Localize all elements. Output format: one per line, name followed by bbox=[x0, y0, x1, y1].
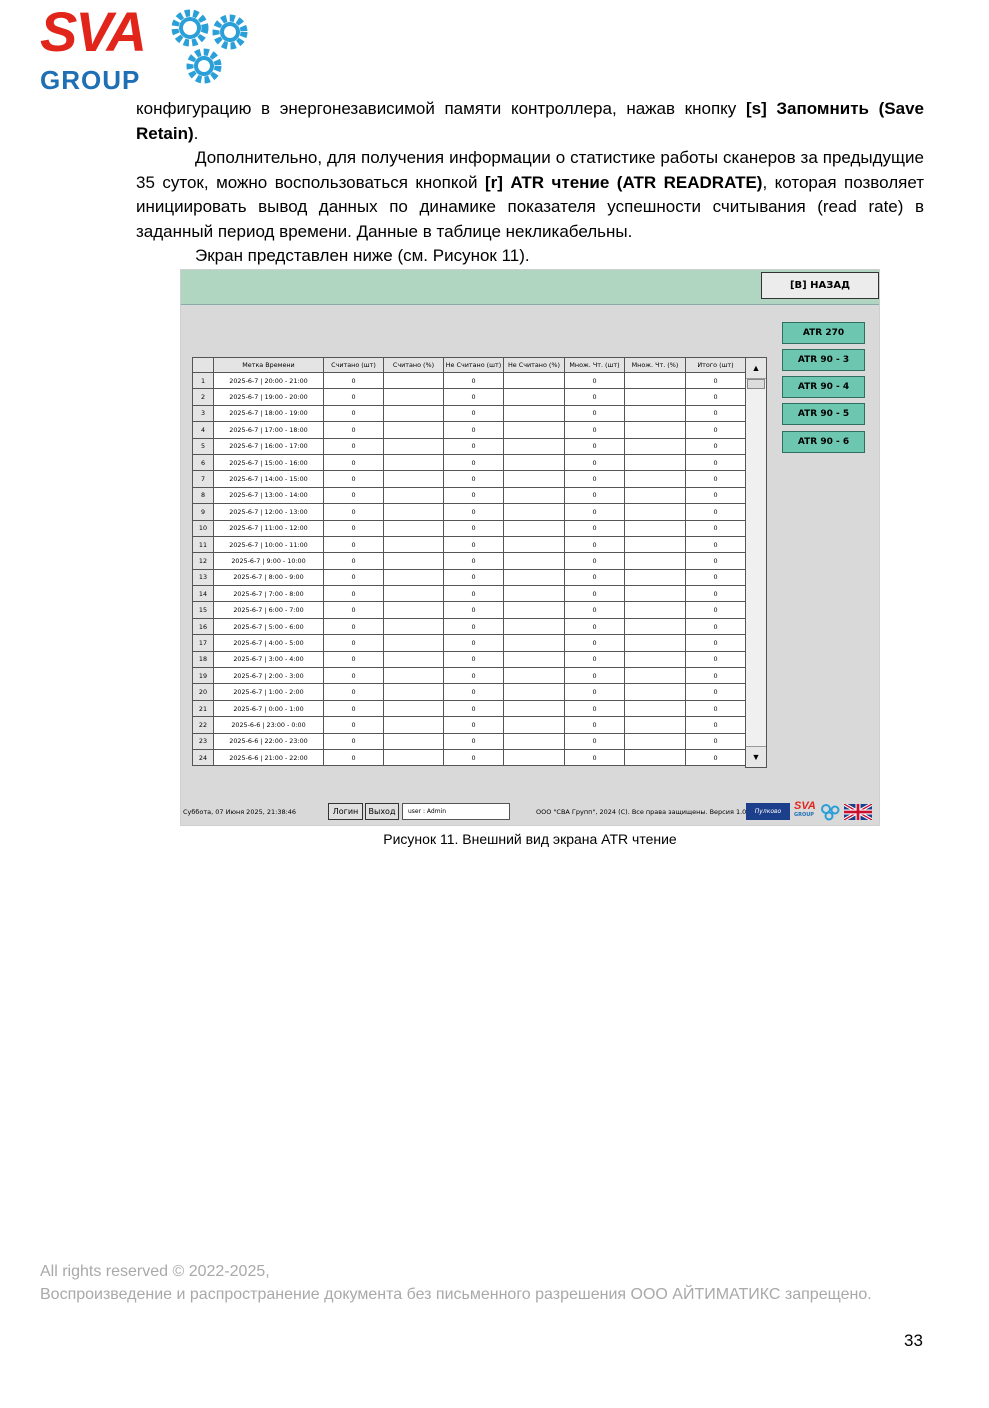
paragraph-bold: [s] Запомнить (Save Retain) bbox=[136, 99, 924, 143]
table-cell: 2025-6-7 | 18:00 - 19:00 bbox=[214, 405, 324, 421]
table-row bbox=[193, 389, 746, 405]
table-cell: 0 bbox=[324, 389, 384, 405]
row-number: 18 bbox=[193, 651, 214, 667]
table-row bbox=[193, 520, 746, 536]
table-cell: 0 bbox=[444, 651, 504, 667]
table-cell: 0 bbox=[324, 684, 384, 700]
table-cell: 0 bbox=[565, 749, 625, 765]
table-cell: 0 bbox=[444, 438, 504, 454]
table-cell: 0 bbox=[565, 438, 625, 454]
table-cell bbox=[625, 700, 686, 716]
table-row bbox=[193, 438, 746, 454]
table-cell bbox=[384, 520, 444, 536]
table-cell: 0 bbox=[565, 618, 625, 634]
table-cell: 0 bbox=[444, 618, 504, 634]
table-cell: 0 bbox=[444, 454, 504, 470]
table-cell bbox=[504, 700, 565, 716]
table-row bbox=[193, 504, 746, 520]
paragraph-text: Дополнительно, для получения информации о статистике работы сканеров за предыдущие 35 суток, можно воспользоваться кнопкой bbox=[136, 148, 924, 192]
status-bar bbox=[181, 800, 880, 824]
table-row bbox=[193, 618, 746, 634]
table-row bbox=[193, 553, 746, 569]
table-cell bbox=[384, 651, 444, 667]
table-cell: 0 bbox=[565, 520, 625, 536]
table-cell: 2025-6-7 | 19:00 - 20:00 bbox=[214, 389, 324, 405]
row-number: 11 bbox=[193, 536, 214, 552]
row-number: 9 bbox=[193, 504, 214, 520]
table-cell: 0 bbox=[444, 668, 504, 684]
table-cell: 0 bbox=[444, 536, 504, 552]
table-cell: 0 bbox=[324, 373, 384, 389]
mini-gears-icon bbox=[820, 803, 840, 821]
table-cell bbox=[504, 618, 565, 634]
table-cell bbox=[625, 586, 686, 602]
table-column-header: Множ. Чт. (%) bbox=[625, 358, 686, 373]
table-cell bbox=[504, 635, 565, 651]
table-cell bbox=[384, 733, 444, 749]
table-cell: 0 bbox=[324, 487, 384, 503]
table-cell: 2025-6-7 | 14:00 - 15:00 bbox=[214, 471, 324, 487]
table-cell bbox=[625, 733, 686, 749]
table-cell: 0 bbox=[444, 733, 504, 749]
table-row bbox=[193, 422, 746, 438]
table-cell: 0 bbox=[565, 487, 625, 503]
logo-wordmark: SVA bbox=[40, 0, 145, 63]
table-cell bbox=[384, 569, 444, 585]
table-cell: 0 bbox=[324, 569, 384, 585]
mini-logo-subtitle: GROUP bbox=[794, 812, 814, 818]
table-scrollbar[interactable] bbox=[745, 357, 767, 768]
table-cell: 0 bbox=[686, 536, 746, 552]
table-cell bbox=[384, 717, 444, 733]
table-cell bbox=[625, 635, 686, 651]
table-header bbox=[193, 358, 746, 373]
table-cell bbox=[504, 504, 565, 520]
logout-button[interactable]: Выход bbox=[365, 803, 399, 820]
table-cell: 0 bbox=[324, 700, 384, 716]
row-number: 19 bbox=[193, 668, 214, 684]
table-cell: 0 bbox=[686, 717, 746, 733]
table-cell bbox=[384, 405, 444, 421]
table-cell: 0 bbox=[324, 454, 384, 470]
table-cell: 0 bbox=[324, 438, 384, 454]
table-cell: 0 bbox=[324, 618, 384, 634]
table-cell: 0 bbox=[686, 373, 746, 389]
table-row bbox=[193, 405, 746, 421]
status-datetime: Суббота, 07 Июня 2025, 21:38:46 bbox=[183, 808, 297, 816]
table-cell: 0 bbox=[686, 389, 746, 405]
table-cell: 0 bbox=[324, 668, 384, 684]
row-number: 17 bbox=[193, 635, 214, 651]
table-cell: 0 bbox=[565, 668, 625, 684]
table-cell: 0 bbox=[686, 749, 746, 765]
table-cell: 0 bbox=[686, 635, 746, 651]
table-cell bbox=[504, 438, 565, 454]
table-cell bbox=[504, 668, 565, 684]
table-cell bbox=[625, 618, 686, 634]
table-cell: 0 bbox=[324, 635, 384, 651]
table-cell: 0 bbox=[565, 454, 625, 470]
table-row bbox=[193, 684, 746, 700]
table-cell bbox=[384, 749, 444, 765]
table-row bbox=[193, 471, 746, 487]
table-cell: 0 bbox=[565, 504, 625, 520]
table-cell bbox=[504, 487, 565, 503]
table-cell bbox=[384, 602, 444, 618]
row-number: 3 bbox=[193, 405, 214, 421]
table-row bbox=[193, 487, 746, 503]
table-cell bbox=[504, 586, 565, 602]
table-cell bbox=[625, 684, 686, 700]
table-cell: 2025-6-7 | 8:00 - 9:00 bbox=[214, 569, 324, 585]
back-button[interactable]: [B] НАЗАД bbox=[761, 272, 879, 299]
table-cell: 0 bbox=[686, 422, 746, 438]
page-number: 33 bbox=[904, 1331, 923, 1350]
table-cell bbox=[625, 487, 686, 503]
table-cell: 0 bbox=[686, 471, 746, 487]
table-cell bbox=[625, 668, 686, 684]
mini-sva-logo bbox=[794, 801, 818, 821]
table-cell bbox=[504, 471, 565, 487]
row-number: 8 bbox=[193, 487, 214, 503]
table-cell: 0 bbox=[444, 487, 504, 503]
row-number: 13 bbox=[193, 569, 214, 585]
table-cell: 0 bbox=[324, 553, 384, 569]
table-cell: 0 bbox=[324, 651, 384, 667]
screen-workarea bbox=[181, 305, 880, 825]
table-row bbox=[193, 454, 746, 470]
table-cell: 2025-6-7 | 13:00 - 14:00 bbox=[214, 487, 324, 503]
table-cell: 0 bbox=[565, 733, 625, 749]
table-row bbox=[193, 586, 746, 602]
table-cell bbox=[625, 602, 686, 618]
footer-notice: Воспроизведение и распространение документа без письменного разрешения ООО АЙТИМАТИКС запрещено. bbox=[40, 1286, 872, 1303]
table-cell: 0 bbox=[444, 586, 504, 602]
table-cell: 0 bbox=[686, 684, 746, 700]
table-cell bbox=[504, 651, 565, 667]
table-row bbox=[193, 536, 746, 552]
table-cell bbox=[504, 422, 565, 438]
table-cell bbox=[625, 471, 686, 487]
table-cell bbox=[384, 635, 444, 651]
table-cell bbox=[504, 405, 565, 421]
table-cell bbox=[625, 651, 686, 667]
table-cell bbox=[384, 422, 444, 438]
row-number: 5 bbox=[193, 438, 214, 454]
table-cell: 0 bbox=[565, 700, 625, 716]
table-cell: 0 bbox=[324, 520, 384, 536]
row-number: 10 bbox=[193, 520, 214, 536]
atr-90-3-button[interactable]: ATR 90 - 3 bbox=[782, 349, 865, 371]
table-cell: 0 bbox=[686, 504, 746, 520]
table-cell: 0 bbox=[686, 602, 746, 618]
atr-270-button[interactable]: ATR 270 bbox=[782, 322, 865, 344]
table-cell bbox=[384, 504, 444, 520]
table-cell: 0 bbox=[565, 684, 625, 700]
table-cell: 0 bbox=[444, 373, 504, 389]
table-cell: 0 bbox=[686, 553, 746, 569]
table-cell bbox=[504, 717, 565, 733]
atr-90-6-button[interactable]: ATR 90 - 6 bbox=[782, 431, 865, 453]
status-copyright: ООО "СВА Групп", 2024 (C). Все права защищены. Версия 1.0 bbox=[536, 808, 747, 816]
table-cell: 0 bbox=[686, 733, 746, 749]
table-cell: 0 bbox=[444, 520, 504, 536]
table-cell bbox=[625, 504, 686, 520]
paragraph-text: . bbox=[193, 123, 199, 143]
row-number: 7 bbox=[193, 471, 214, 487]
scroll-thumb[interactable] bbox=[747, 379, 765, 389]
table-cell: 0 bbox=[324, 602, 384, 618]
atr-90-4-button[interactable]: ATR 90 - 4 bbox=[782, 376, 865, 398]
table-cell: 0 bbox=[565, 651, 625, 667]
table-cell: 0 bbox=[444, 749, 504, 765]
table-cell: 0 bbox=[686, 586, 746, 602]
table-row bbox=[193, 651, 746, 667]
figure-caption: Рисунок 11. Внешний вид экрана ATR чтение bbox=[383, 831, 677, 847]
table-column-header: Метка Времени bbox=[214, 358, 324, 373]
atr-readrate-table bbox=[192, 357, 746, 766]
table-cell bbox=[504, 373, 565, 389]
table-cell: 2025-6-7 | 10:00 - 11:00 bbox=[214, 536, 324, 552]
table-cell: 0 bbox=[324, 749, 384, 765]
paragraph-save-retain bbox=[136, 97, 924, 146]
uk-flag-icon[interactable] bbox=[844, 804, 872, 820]
table-cell: 2025-6-7 | 16:00 - 17:00 bbox=[214, 438, 324, 454]
table-row bbox=[193, 602, 746, 618]
table-cell: 0 bbox=[444, 471, 504, 487]
table-cell bbox=[384, 389, 444, 405]
table-cell: 2025-6-7 | 7:00 - 8:00 bbox=[214, 586, 324, 602]
row-number: 20 bbox=[193, 684, 214, 700]
table-cell bbox=[504, 520, 565, 536]
paragraph-text: , которая позволяет инициировать вывод данных по динамике показателя успешности считывания (read rate) в заданный период времени. Данные в таблице некликабельны. bbox=[136, 172, 925, 241]
table-cell: 0 bbox=[565, 389, 625, 405]
table-cell: 0 bbox=[565, 553, 625, 569]
table-cell: 2025-6-7 | 1:00 - 2:00 bbox=[214, 684, 324, 700]
table-cell: 0 bbox=[324, 422, 384, 438]
table-cell: 0 bbox=[444, 553, 504, 569]
table-cell: 0 bbox=[324, 504, 384, 520]
table-column-header: Считано (шт) bbox=[324, 358, 384, 373]
table-cell bbox=[504, 684, 565, 700]
mini-logo-wordmark: SVA bbox=[794, 800, 816, 812]
row-number: 4 bbox=[193, 422, 214, 438]
scroll-up-arrow-icon[interactable]: ▲ bbox=[746, 358, 766, 379]
table-column-header bbox=[193, 358, 214, 373]
table-row bbox=[193, 733, 746, 749]
table-cell bbox=[625, 405, 686, 421]
table-cell bbox=[384, 700, 444, 716]
table-cell: 0 bbox=[565, 635, 625, 651]
table-cell: 0 bbox=[444, 389, 504, 405]
table-column-header: Не Считано (шт) bbox=[444, 358, 504, 373]
atr-screen-figure bbox=[180, 269, 880, 826]
table-cell: 0 bbox=[686, 405, 746, 421]
paragraph-figure-ref: Экран представлен ниже (см. Рисунок 11). bbox=[195, 246, 530, 265]
table-cell: 2025-6-6 | 23:00 - 0:00 bbox=[214, 717, 324, 733]
paragraph-bold: [r] ATR чтение (ATR READRATE) bbox=[484, 172, 763, 192]
table-cell bbox=[625, 553, 686, 569]
row-number: 12 bbox=[193, 553, 214, 569]
table-cell: 2025-6-7 | 0:00 - 1:00 bbox=[214, 700, 324, 716]
table-cell: 2025-6-7 | 15:00 - 16:00 bbox=[214, 454, 324, 470]
table-cell bbox=[625, 749, 686, 765]
table-cell: 2025-6-7 | 6:00 - 7:00 bbox=[214, 602, 324, 618]
table-column-header: Итого (шт) bbox=[686, 358, 746, 373]
table-cell: 2025-6-7 | 20:00 - 21:00 bbox=[214, 373, 324, 389]
table-cell bbox=[384, 553, 444, 569]
row-number: 23 bbox=[193, 733, 214, 749]
table-cell bbox=[384, 471, 444, 487]
table-cell bbox=[504, 602, 565, 618]
table-cell: 0 bbox=[324, 717, 384, 733]
table-cell bbox=[384, 618, 444, 634]
table-cell: 0 bbox=[444, 635, 504, 651]
table-cell bbox=[504, 733, 565, 749]
table-cell: 0 bbox=[686, 700, 746, 716]
table-cell bbox=[625, 717, 686, 733]
table-cell bbox=[384, 373, 444, 389]
table-cell: 0 bbox=[324, 586, 384, 602]
table-cell bbox=[504, 553, 565, 569]
atr-90-5-button[interactable]: ATR 90 - 5 bbox=[782, 403, 865, 425]
table-cell: 0 bbox=[444, 422, 504, 438]
table-cell bbox=[625, 373, 686, 389]
table-cell bbox=[625, 389, 686, 405]
table-cell: 0 bbox=[686, 438, 746, 454]
table-cell bbox=[504, 389, 565, 405]
table-cell bbox=[504, 749, 565, 765]
table-row bbox=[193, 700, 746, 716]
table-cell: 2025-6-7 | 17:00 - 18:00 bbox=[214, 422, 324, 438]
row-number: 22 bbox=[193, 717, 214, 733]
table-cell bbox=[384, 454, 444, 470]
table-cell: 0 bbox=[565, 422, 625, 438]
table-cell: 0 bbox=[686, 569, 746, 585]
table-cell: 2025-6-7 | 4:00 - 5:00 bbox=[214, 635, 324, 651]
table-column-header: Не Считано (%) bbox=[504, 358, 565, 373]
table-cell bbox=[625, 454, 686, 470]
table-cell: 0 bbox=[686, 668, 746, 684]
table-cell: 0 bbox=[444, 602, 504, 618]
table-cell bbox=[504, 454, 565, 470]
table-cell: 0 bbox=[565, 602, 625, 618]
table-cell bbox=[384, 438, 444, 454]
table-cell bbox=[504, 536, 565, 552]
table-cell: 2025-6-7 | 2:00 - 3:00 bbox=[214, 668, 324, 684]
table-row bbox=[193, 749, 746, 765]
table-cell: 0 bbox=[565, 536, 625, 552]
table-cell: 0 bbox=[444, 684, 504, 700]
footer-rights: All rights reserved © 2022-2025, bbox=[40, 1263, 270, 1280]
table-cell bbox=[625, 438, 686, 454]
row-number: 2 bbox=[193, 389, 214, 405]
table-cell: 2025-6-7 | 11:00 - 12:00 bbox=[214, 520, 324, 536]
row-number: 16 bbox=[193, 618, 214, 634]
gears-icon bbox=[168, 6, 256, 90]
table-row bbox=[193, 569, 746, 585]
row-number: 15 bbox=[193, 602, 214, 618]
row-number: 1 bbox=[193, 373, 214, 389]
table-row bbox=[193, 668, 746, 684]
login-button[interactable]: Логин bbox=[328, 803, 363, 820]
table-row bbox=[193, 717, 746, 733]
table-cell: 0 bbox=[324, 733, 384, 749]
table-cell: 0 bbox=[565, 373, 625, 389]
table-cell: 2025-6-7 | 9:00 - 10:00 bbox=[214, 553, 324, 569]
table-cell bbox=[504, 569, 565, 585]
table-cell: 2025-6-7 | 12:00 - 13:00 bbox=[214, 504, 324, 520]
row-number: 6 bbox=[193, 454, 214, 470]
table-column-header: Считано (%) bbox=[384, 358, 444, 373]
logo-subtitle: GROUP bbox=[40, 65, 141, 95]
table-cell: 0 bbox=[686, 618, 746, 634]
table-cell bbox=[625, 536, 686, 552]
table-cell bbox=[384, 586, 444, 602]
table-cell: 0 bbox=[324, 536, 384, 552]
table-cell: 0 bbox=[565, 717, 625, 733]
table-cell: 0 bbox=[565, 586, 625, 602]
table-cell: 0 bbox=[324, 471, 384, 487]
user-field: user : Admin bbox=[402, 803, 510, 820]
table-cell bbox=[384, 536, 444, 552]
table-body bbox=[193, 373, 746, 766]
table-cell: 0 bbox=[565, 569, 625, 585]
table-cell: 2025-6-6 | 22:00 - 23:00 bbox=[214, 733, 324, 749]
table-cell bbox=[384, 668, 444, 684]
table-row bbox=[193, 373, 746, 389]
row-number: 24 bbox=[193, 749, 214, 765]
table-cell: 0 bbox=[565, 471, 625, 487]
table-cell: 0 bbox=[444, 405, 504, 421]
row-number: 14 bbox=[193, 586, 214, 602]
company-logo bbox=[40, 0, 270, 95]
scroll-down-arrow-icon[interactable]: ▼ bbox=[746, 746, 766, 767]
table-cell: 0 bbox=[686, 520, 746, 536]
paragraph-atr-readrate bbox=[136, 146, 924, 244]
table-cell bbox=[625, 520, 686, 536]
table-cell: 0 bbox=[324, 405, 384, 421]
partner-logo: Пулково bbox=[746, 803, 790, 820]
screen-topbar bbox=[181, 270, 880, 305]
table-cell: 0 bbox=[444, 717, 504, 733]
table-cell: 0 bbox=[686, 651, 746, 667]
table-column-header: Множ. Чт. (шт) bbox=[565, 358, 625, 373]
paragraph-text: конфигурацию в энергонезависимой памяти контроллера, нажав кнопку bbox=[136, 99, 746, 118]
table-cell bbox=[625, 569, 686, 585]
table-cell: 0 bbox=[686, 487, 746, 503]
table-cell: 0 bbox=[444, 504, 504, 520]
row-number: 21 bbox=[193, 700, 214, 716]
table-cell bbox=[384, 684, 444, 700]
table-cell: 0 bbox=[444, 700, 504, 716]
table-cell: 2025-6-7 | 3:00 - 4:00 bbox=[214, 651, 324, 667]
table-row bbox=[193, 635, 746, 651]
table-cell: 0 bbox=[686, 454, 746, 470]
table-cell bbox=[625, 422, 686, 438]
table-cell bbox=[384, 487, 444, 503]
table-cell: 0 bbox=[565, 405, 625, 421]
table-cell: 2025-6-7 | 5:00 - 6:00 bbox=[214, 618, 324, 634]
table-cell: 0 bbox=[444, 569, 504, 585]
table-cell: 2025-6-6 | 21:00 - 22:00 bbox=[214, 749, 324, 765]
